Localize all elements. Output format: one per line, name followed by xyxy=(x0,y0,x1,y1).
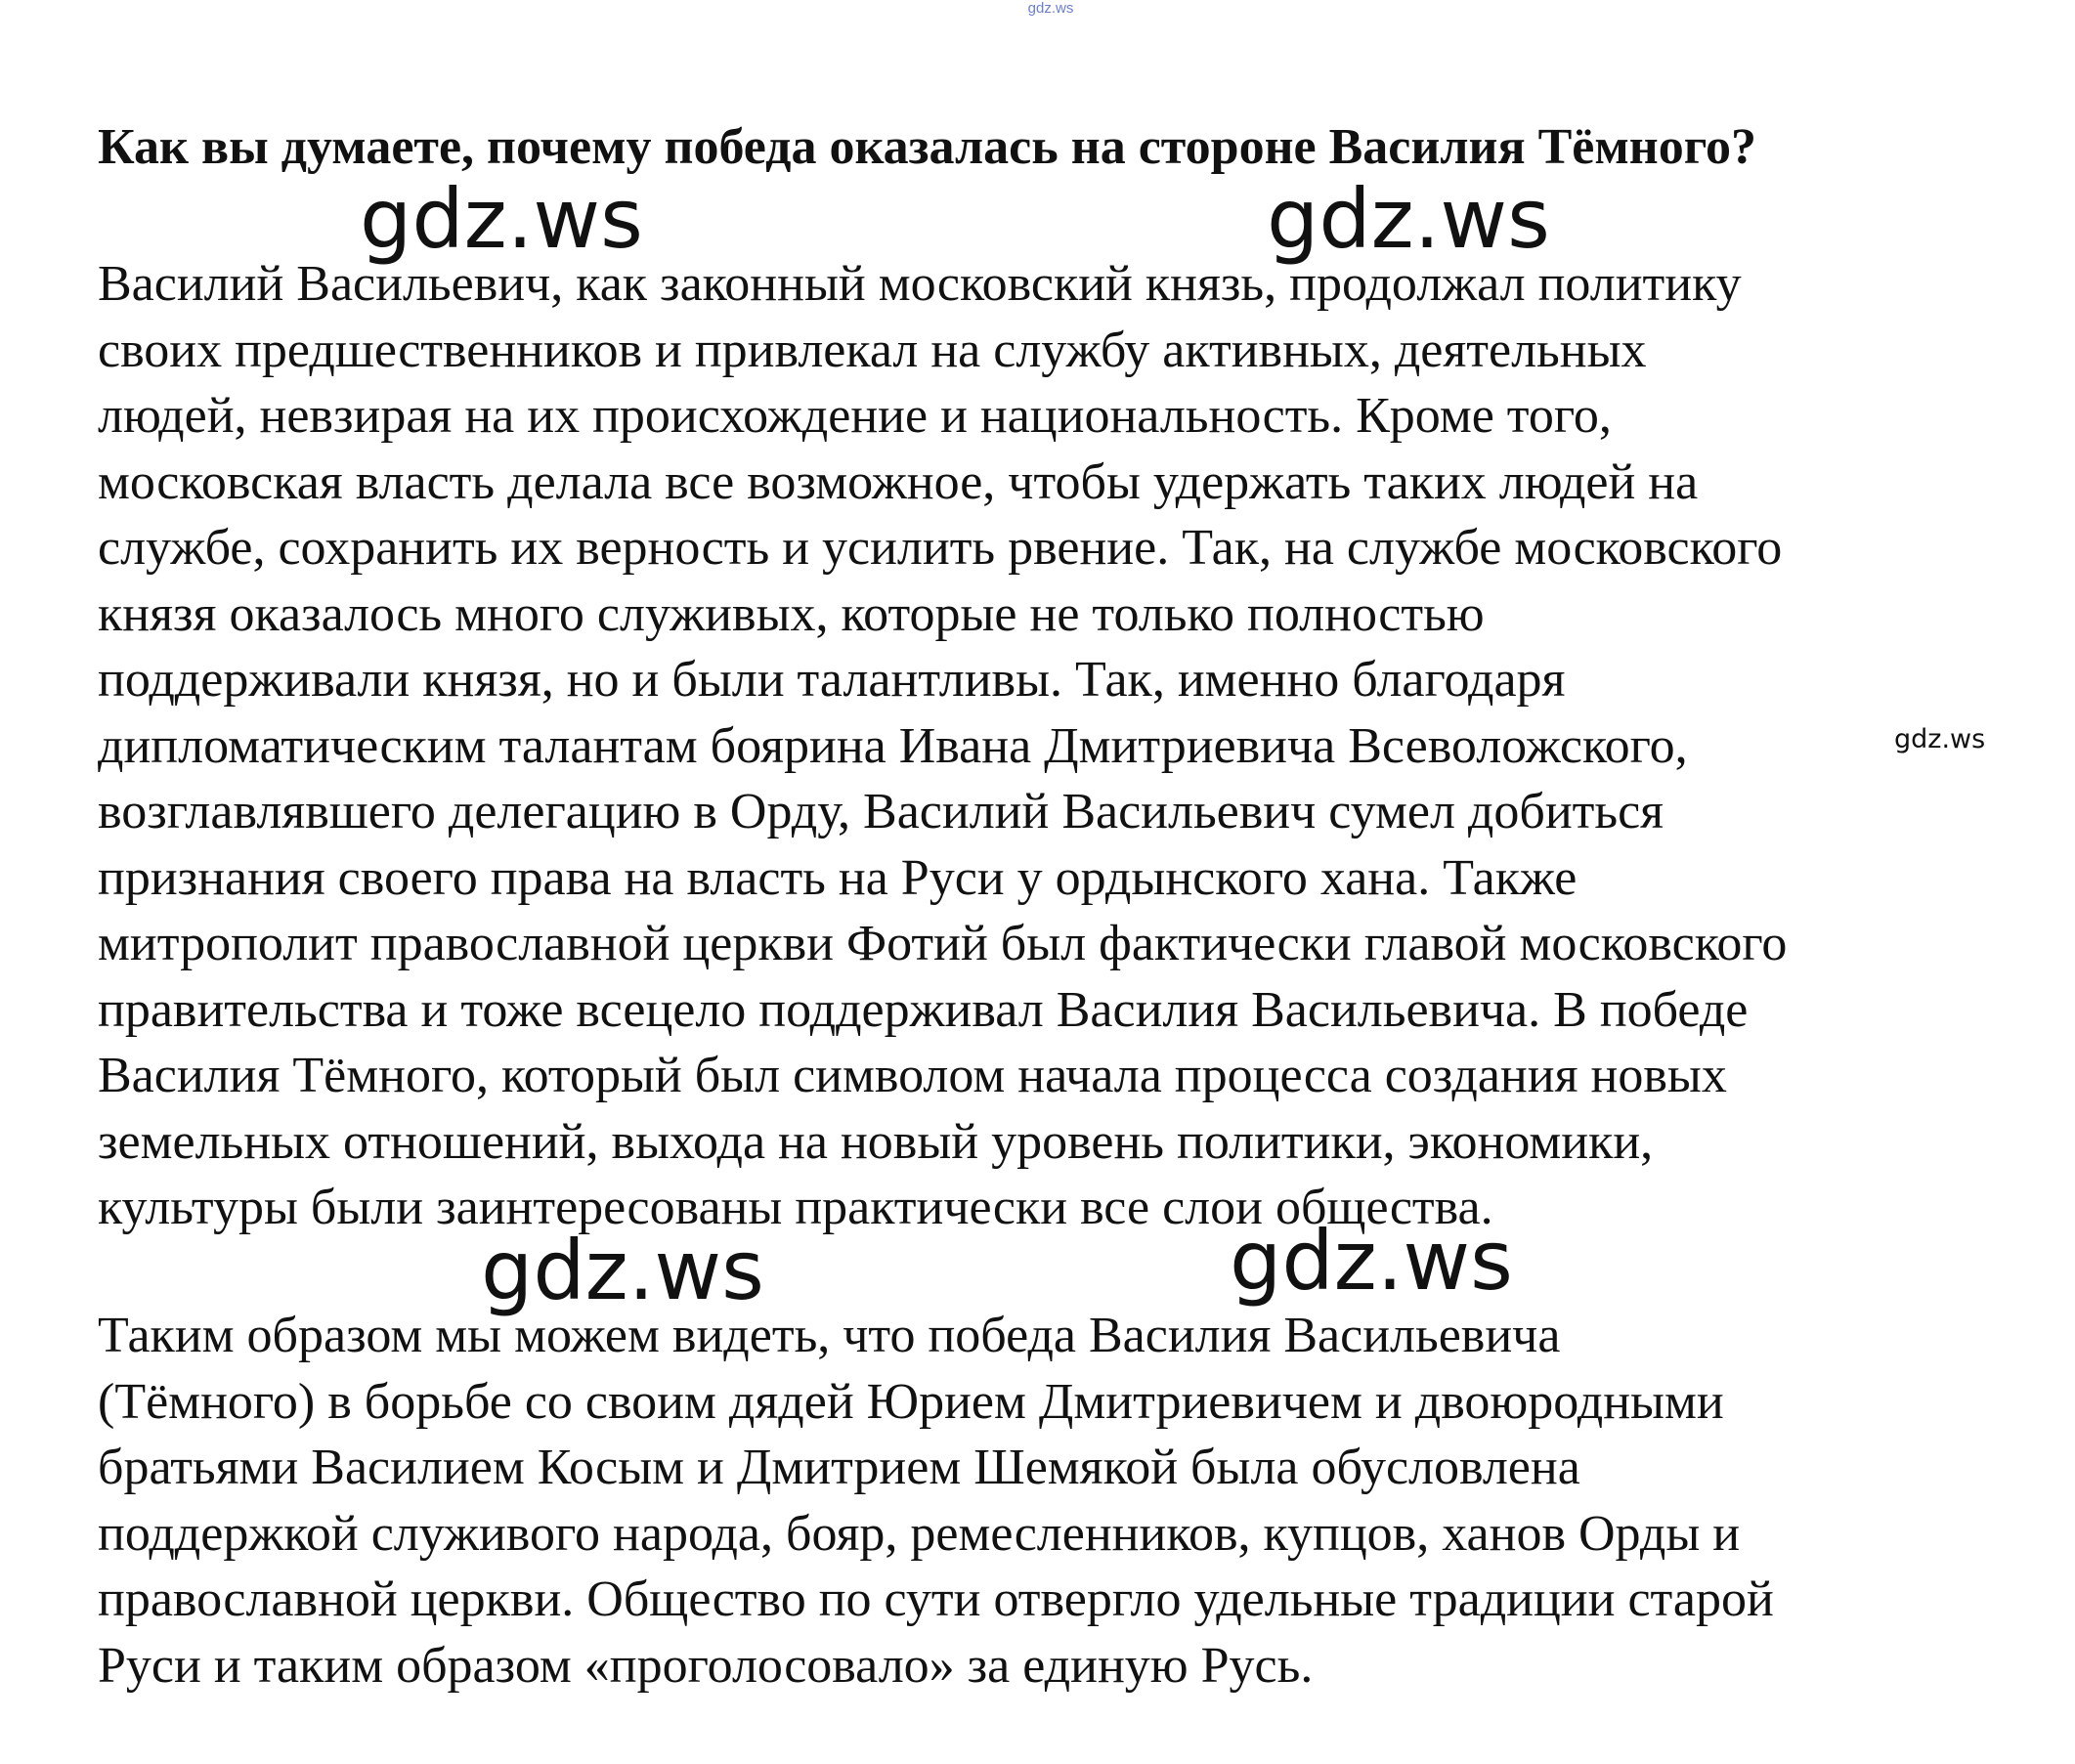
watermark: gdz.ws xyxy=(1267,171,1550,267)
paragraph-line: службе, сохранить их верность и усилить рвение. Так, на службе московского xyxy=(98,520,1783,576)
paragraph-line: князя оказалось много служивых, которые не только полностью xyxy=(98,585,1485,642)
paragraph-line: возглавлявшего делегацию в Орду, Василий Васильевич сумел добиться xyxy=(98,784,1664,839)
paragraph-line: культуры были заинтересованы практически все слои общества. xyxy=(98,1180,1493,1235)
paragraph-line: митрополит православной церкви Фотий был фактически главой московского xyxy=(98,916,1788,971)
paragraph-line: братьями Василием Косым и Дмитрием Шемякой была обусловлена xyxy=(98,1440,1580,1495)
paragraph-line: Таким образом мы можем видеть, что победа Василия Васильевича xyxy=(98,1308,1561,1363)
watermark-inline: gdz.ws xyxy=(1894,724,1986,754)
watermark: gdz.ws xyxy=(481,1223,764,1318)
answer-paragraph-1 xyxy=(98,251,2013,1241)
paragraph-line: людей, невзирая на их происхождение и национальность. Кроме того, xyxy=(98,388,1612,444)
paragraph-line: Руси и таким образом «проголосовало» за единую Русь. xyxy=(98,1637,1314,1694)
watermark: gdz.ws xyxy=(1230,1213,1513,1309)
top-watermark: gdz.ws xyxy=(1027,0,1074,17)
paragraph-line: своих предшественников и привлекал на службу активных, деятельных xyxy=(98,322,1647,378)
paragraph-line: (Тёмного) в борьбе со своим дядей Юрием Дмитриевичем и двоюродными xyxy=(98,1373,1724,1430)
answer-paragraph-2 xyxy=(98,1303,2013,1699)
question-heading: Как вы думаете, почему победа оказалась на стороне Василия Тёмного? xyxy=(98,119,1757,175)
paragraph-line: поддержкой служивого народа, бояр, ремесленников, купцов, ханов Орды и xyxy=(98,1505,1741,1562)
paragraph-line: Василий Васильевич, как законный московский князь, продолжал политику xyxy=(98,256,1742,312)
paragraph-line: признания своего права на власть на Руси у ордынского хана. Также xyxy=(98,849,1578,906)
paragraph-line: православной церкви. Общество по сути отвергло удельные традиции старой xyxy=(98,1571,1774,1627)
watermark: gdz.ws xyxy=(360,171,643,267)
paragraph-line: Василия Тёмного, который был символом начала процесса создания новых xyxy=(98,1048,1727,1103)
paragraph-line: правительства и тоже всецело поддерживал Василия Васильевича. В победе xyxy=(98,981,1749,1038)
paragraph-line: московская власть делала все возможное, чтобы удержать таких людей на xyxy=(98,453,1699,510)
paragraph-line: дипломатическим талантам боярина Ивана Дмитриевича Всеволожского, xyxy=(98,717,1688,774)
paragraph-line: земельных отношений, выхода на новый уровень политики, экономики, xyxy=(98,1113,1654,1170)
paragraph-line: поддерживали князя, но и были талантливы. Так, именно благодаря xyxy=(98,652,1566,708)
